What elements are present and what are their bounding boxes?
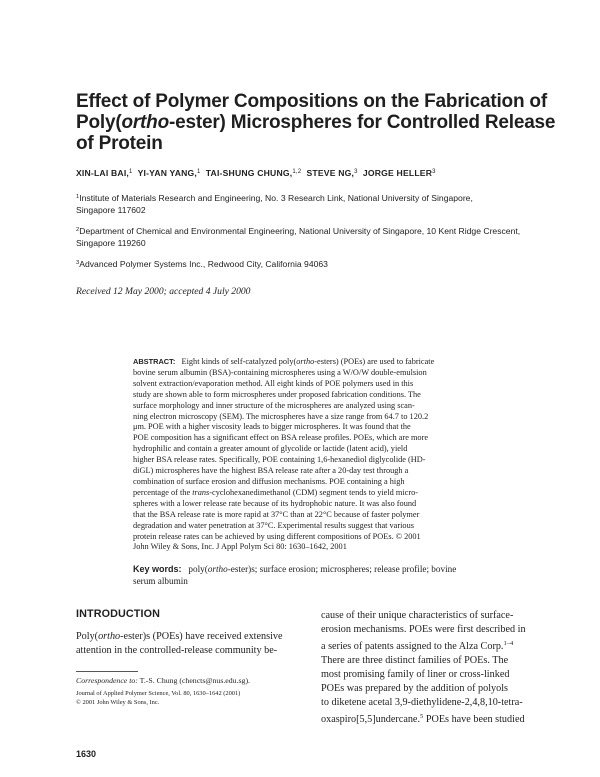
- affiliation-text: Advanced Polymer Systems Inc., Redwood City, California 94063: [79, 259, 328, 269]
- abstract-line: spheres with a lower release rate because of its hydrophobic nature. It was also found: [133, 498, 417, 508]
- author-name: STEVE NG,: [306, 168, 355, 178]
- abstract-italic: trans: [192, 487, 210, 497]
- abstract-line: hydrophilic and contain a greater amount of glycolide or lactide (latent acid), yield: [133, 444, 408, 454]
- abstract-label: ABSTRACT:: [133, 357, 176, 366]
- affiliation-1: [76, 191, 576, 216]
- author-name: YI-YAN YANG,: [137, 168, 197, 178]
- author: [363, 168, 436, 178]
- affiliation-text: Institute of Materials Research and Engineering, No. 3 Research Link, National University of Singapore,: [79, 193, 473, 203]
- keywords-label: Key words:: [133, 564, 182, 574]
- keywords-text: -ester)s; surface erosion; microspheres; release profile; bovine: [227, 564, 457, 574]
- title-line: of Protein: [76, 133, 163, 154]
- body-text: POEs have been studied: [423, 714, 525, 725]
- author-sup: 3: [432, 169, 436, 175]
- body-text: a series of patents assigned to the Alza Corp.: [321, 641, 504, 652]
- abstract-text: Eight kinds of self-catalyzed poly(: [181, 357, 297, 366]
- abstract-line: that the BSA release rate is more rapid at 37°C than at 22°C because of faster polymer: [133, 509, 420, 519]
- author: [306, 168, 357, 178]
- correspondence-note: [76, 676, 250, 685]
- title-text: Poly(: [76, 112, 122, 133]
- abstract-line: protein release rates can be achieved by using different compositions of POEs. © 2001: [133, 531, 421, 541]
- body-line: erosion mechanisms. POEs were first described in: [321, 624, 526, 635]
- abstract-line: μm. POE with a higher viscosity leads to bigger microspheres. It was found that the: [133, 422, 411, 432]
- abstract-line: degradation and water penetration at 37°C. Experimental results suggest that various: [133, 520, 414, 530]
- abstract-line: bovine serum albumin (BSA)-containing microspheres using a W/O/W double-emulsion: [133, 367, 427, 377]
- affiliation-sup: 3: [76, 260, 80, 266]
- received-dates: Received 12 May 2000; accepted 4 July 2000: [76, 286, 251, 297]
- intro-right-column: [321, 609, 571, 727]
- abstract-line: diGL) microspheres have the highest BSA release rate after a 20-day test through a: [133, 466, 409, 476]
- affiliation-sup: 1: [76, 194, 80, 200]
- author-list: [76, 168, 436, 178]
- citation-sup: 1–4: [503, 640, 514, 647]
- author-sup: 1,2: [292, 169, 302, 175]
- footnote-rule: [76, 671, 138, 672]
- abstract-line: combination of surface erosion and diffusion mechanisms. POE containing a high: [133, 476, 405, 486]
- author: [206, 168, 302, 178]
- article-title: [76, 91, 556, 154]
- body-text: Poly(: [76, 631, 99, 642]
- body-line: cause of their unique characteristics of surface-: [321, 610, 514, 621]
- body-line: There are three distinct families of POEs. The: [321, 655, 509, 666]
- abstract-line: John Wiley & Sons, Inc. J Appl Polym Sci 80: 1630–1642, 2001: [133, 542, 347, 552]
- author-name: TAI-SHUNG CHUNG,: [205, 168, 293, 178]
- citation-sup: 5: [420, 713, 424, 720]
- keywords: [133, 563, 573, 587]
- body-text: oxaspiro[5,5]undercane.: [321, 714, 421, 725]
- body-line: [321, 637, 571, 654]
- abstract-line: surface morphology and inner structure of the microspheres are analyzed using scan-: [133, 400, 415, 410]
- abstract-text: percentage of the: [133, 487, 193, 497]
- affiliation-sup: 2: [76, 227, 80, 233]
- abstract-line: POE composition has a significant effect on BSA release profiles. POEs, which are more: [133, 433, 429, 443]
- body-line: to diketene acetal 3,9-diethylidene-2,4,8,10-tetra-: [321, 697, 523, 708]
- affiliation-2: [76, 224, 576, 249]
- affiliation-text: Singapore 117602: [76, 205, 146, 215]
- affiliation-text: Singapore 119260: [76, 238, 146, 248]
- author-sup: 3: [354, 169, 358, 175]
- title-text: -ester) Microspheres for Controlled Release: [169, 112, 556, 133]
- author-sup: 1: [197, 169, 201, 175]
- section-heading-introduction: INTRODUCTION: [76, 608, 160, 620]
- abstract-line: higher BSA release rates. Specifically, POE containing 1,6-hexanediol diglycolide (HD-: [133, 455, 426, 465]
- author-name: XIN-LAI BAI,: [76, 168, 130, 178]
- author-sup: 1: [129, 169, 133, 175]
- abstract-line: [133, 488, 573, 499]
- keywords-line: [133, 563, 573, 575]
- body-line: [76, 630, 316, 644]
- author: [76, 168, 133, 178]
- correspondence-label: Correspondence to:: [76, 676, 138, 685]
- abstract-italic: ortho: [296, 357, 315, 366]
- page-number: 1630: [76, 749, 97, 759]
- title-line: [76, 112, 556, 133]
- body-line: [321, 710, 571, 727]
- intro-left-column: [76, 630, 316, 658]
- abstract-line: ning electron microscopy (SEM). The microspheres have a size range from 64.7 to 120.2: [133, 411, 429, 421]
- abstract-line: study are shown able to form microspheres under proposed fabrication conditions. The: [133, 389, 421, 399]
- title-italic: ortho: [121, 112, 169, 133]
- affiliation-3: [76, 257, 576, 270]
- author: [138, 168, 201, 178]
- keywords-text: poly(: [188, 564, 208, 574]
- abstract-line: solvent extraction/evaporation method. All eight kinds of POE polymers used in this: [133, 378, 414, 388]
- correspondence-text: T.-S. Chung (chencts@nus.edu.sg).: [137, 676, 250, 685]
- journal-citation: Journal of Applied Polymer Science, Vol. 80, 1630–1642 (2001): [76, 690, 241, 697]
- author-name: JORGE HELLER: [362, 168, 433, 178]
- abstract-text: -esters) (POEs) are used to fabricate: [314, 357, 435, 366]
- copyright-note: © 2001 John Wiley & Sons, Inc.: [76, 699, 160, 706]
- abstract-line: [133, 357, 573, 368]
- body-line: POEs was prepared by the addition of polyols: [321, 683, 509, 694]
- abstract-text: -cyclohexanedimethanol (CDM) segment tends to yield micro-: [209, 487, 419, 497]
- body-italic: ortho: [98, 631, 121, 642]
- body-text: -ester)s (POEs) have received extensive: [120, 631, 283, 642]
- keywords-italic: ortho: [207, 564, 228, 574]
- abstract: [133, 357, 573, 553]
- body-line: attention in the controlled-release community be-: [76, 645, 278, 656]
- affiliation-text: Department of Chemical and Environmental Engineering, National University of Singapore, 10 Kent Ridge Crescent,: [79, 226, 521, 236]
- keywords-line: serum albumin: [133, 576, 188, 586]
- body-line: most promising family of liner or cross-linked: [321, 669, 510, 680]
- title-line: Effect of Polymer Compositions on the Fabrication of: [76, 91, 547, 112]
